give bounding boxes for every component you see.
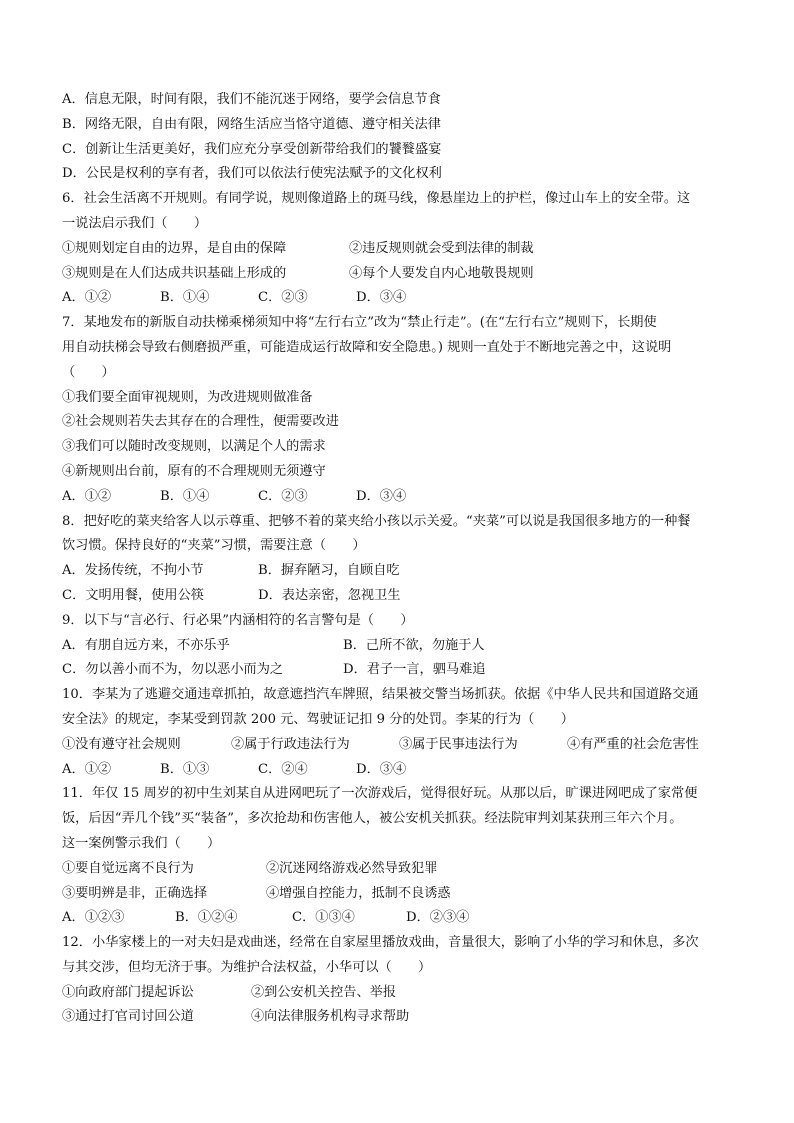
statement-4: ④每个人要发自内心地敬畏规则 <box>349 265 534 281</box>
question-11 <box>62 782 738 931</box>
option-b: B．①②④ <box>175 910 238 926</box>
question-10 <box>62 683 738 782</box>
option-c: C．②③ <box>258 488 308 504</box>
statement-4: ④向法律服务机构寻求帮助 <box>251 1009 410 1025</box>
exam-page <box>62 88 738 1030</box>
option-d: D．②③④ <box>406 910 470 926</box>
statement-2: ②沉迷网络游戏必然导致犯罪 <box>266 860 438 876</box>
answer-options <box>62 658 738 683</box>
option-d: D．表达亲密，忽视卫生 <box>258 587 401 603</box>
question-stem: 一说法启示我们（ ） <box>62 215 208 231</box>
statement-2: ②属于行政违法行为 <box>231 736 350 752</box>
answer-options <box>62 906 738 931</box>
answer-options <box>62 559 738 584</box>
statement-2: ②到公安机关控告、举报 <box>251 984 397 1000</box>
option-c: C．创新让生活更美好，我们应充分享受创新带给我们的饕餮盛宴 <box>62 141 442 157</box>
statement-row <box>62 262 738 287</box>
option-a: A．①②③ <box>62 910 125 926</box>
statement-4: ④新规则出台前，原有的不合理规则无须遵守 <box>62 463 326 479</box>
statement-1: ①要自觉远离不良行为 <box>62 860 194 876</box>
option-b: B．摒弃陋习，自顾自吃 <box>258 563 400 579</box>
question-stem: 11．年仅 15 周岁的初中生刘某自从进网吧玩了一次游戏后，觉得很好玩。从那以后，旷课进网吧成了家常便 <box>62 786 698 802</box>
statement-row <box>62 733 738 758</box>
statement-2: ②违反规则就会受到法律的制裁 <box>349 240 534 256</box>
option-c: C．文明用餐，使用公筷 <box>62 587 204 603</box>
statement-3: ③规则是在人们达成共识基础上形成的 <box>62 265 287 281</box>
question-7 <box>62 311 738 509</box>
statement-1: ①规则划定自由的边界，是自由的保障 <box>62 240 287 256</box>
option-b: B．己所不欲，勿施于人 <box>343 637 485 653</box>
option-d: D．③④ <box>356 761 407 777</box>
option-d: D．公民是权利的享有者，我们可以依法行使宪法赋予的文化权利 <box>62 166 442 182</box>
question-stem: 12．小华家楼上的一对夫妇是戏曲迷，经常在自家屋里播放戏曲，音量很大，影响了小华的学习和休息，多次 <box>62 935 699 951</box>
statement-2: ②社会规则若失去其存在的合理性，便需要改进 <box>62 414 339 430</box>
statement-row <box>62 882 738 907</box>
option-d: D．君子一言，驷马难追 <box>343 662 486 678</box>
answer-options <box>62 286 738 311</box>
option-b: B．①③ <box>160 761 210 777</box>
option-b: B．①④ <box>160 488 210 504</box>
option-a: A．信息无限，时间有限，我们不能沉迷于网络，要学会信息节食 <box>62 92 441 107</box>
option-a: A．有朋自远方来，不亦乐乎 <box>62 637 230 653</box>
question-stem: 用自动扶梯会导致右侧磨损严重，可能造成运行故障和安全隐患。) 规则一直处于不断地完善之中，这说明 <box>62 339 672 355</box>
question-12 <box>62 931 738 1030</box>
statement-row <box>62 1005 738 1030</box>
option-c: C．②③ <box>258 290 308 306</box>
statement-3: ③属于民事违法行为 <box>399 736 518 752</box>
option-a: A．发扬传统，不拘小节 <box>62 563 204 579</box>
statement-4: ④有严重的社会危害性 <box>567 736 699 752</box>
option-c: C．①③④ <box>292 910 355 926</box>
option-c: C．勿以善小而不为，勿以恶小而为之 <box>62 662 284 678</box>
option-d: D．③④ <box>356 488 407 504</box>
statement-1: ①我们要全面审视规则，为改进规则做准备 <box>62 389 313 405</box>
question-stem: 饮习惯。保持良好的“夹菜”习惯，需要注意（ ） <box>62 538 366 554</box>
option-a: A．①② <box>62 290 112 306</box>
statement-3: ③我们可以随时改变规则，以满足个人的需求 <box>62 439 326 455</box>
question-stem: 7．某地发布的新版自动扶梯乘梯须知中将“左行右立”改为“禁止行走”。(在“左行右立”规则下，长期使 <box>62 315 657 331</box>
statement-1: ①向政府部门提起诉讼 <box>62 984 194 1000</box>
option-d: D．③④ <box>356 290 407 306</box>
option-b: B．①④ <box>160 290 210 306</box>
question-stem: 这一案例警示我们（ ） <box>62 835 221 851</box>
option-b: B．网络无限，自由有限，网络生活应当恪守道德、遵守相关法律 <box>62 116 441 132</box>
answer-options <box>62 634 738 659</box>
question-stem: 与其交涉，但均无济于事。为维护合法权益，小华可以（ ） <box>62 959 432 975</box>
answer-options <box>62 485 738 510</box>
question-8 <box>62 510 738 609</box>
statement-row <box>62 857 738 882</box>
statement-row <box>62 237 738 262</box>
question-stem: 9．以下与“言必行、行必果”内涵相符的名言警句是（ ） <box>62 612 414 628</box>
answer-options <box>62 758 738 783</box>
question-5-options <box>62 88 738 187</box>
question-stem: 饭，后因“弄几个钱”买“装备”，多次抢劫和伤害他人，被公安机关抓获。经法院审判刘某获刑三年六个月。 <box>62 811 683 827</box>
statement-1: ①没有遵守社会规则 <box>62 736 181 752</box>
question-9 <box>62 609 738 683</box>
option-a: A．①② <box>62 761 112 777</box>
question-6 <box>62 187 738 311</box>
question-stem: 6．社会生活离不开规则。有同学说，规则像道路上的斑马线，像悬崖边上的护栏，像过山车上的安全带。这 <box>62 191 691 207</box>
answer-options <box>62 584 738 609</box>
statement-3: ③通过打官司讨回公道 <box>62 1009 194 1025</box>
question-stem: 安全法》的规定，李某受到罚款 200 元、驾驶证记扣 9 分的处罚。李某的行为（ ） <box>62 711 574 727</box>
question-stem: 10．李某为了逃避交通违章抓拍，故意遮挡汽车牌照，结果被交警当场抓获。依据《中华人民共和国道路交通 <box>62 687 699 703</box>
option-c: C．②④ <box>258 761 308 777</box>
statement-row <box>62 981 738 1006</box>
statement-4: ④增强自控能力，抵制不良诱惑 <box>266 885 451 901</box>
option-a: A．①② <box>62 488 112 504</box>
question-stem: 8．把好吃的菜夹给客人以示尊重、把够不着的菜夹给小孩以示关爱。“夹菜”可以说是我国很多地方的一种餐 <box>62 513 691 529</box>
statement-3: ③要明辨是非，正确选择 <box>62 885 208 901</box>
question-stem: （ ） <box>62 364 115 380</box>
